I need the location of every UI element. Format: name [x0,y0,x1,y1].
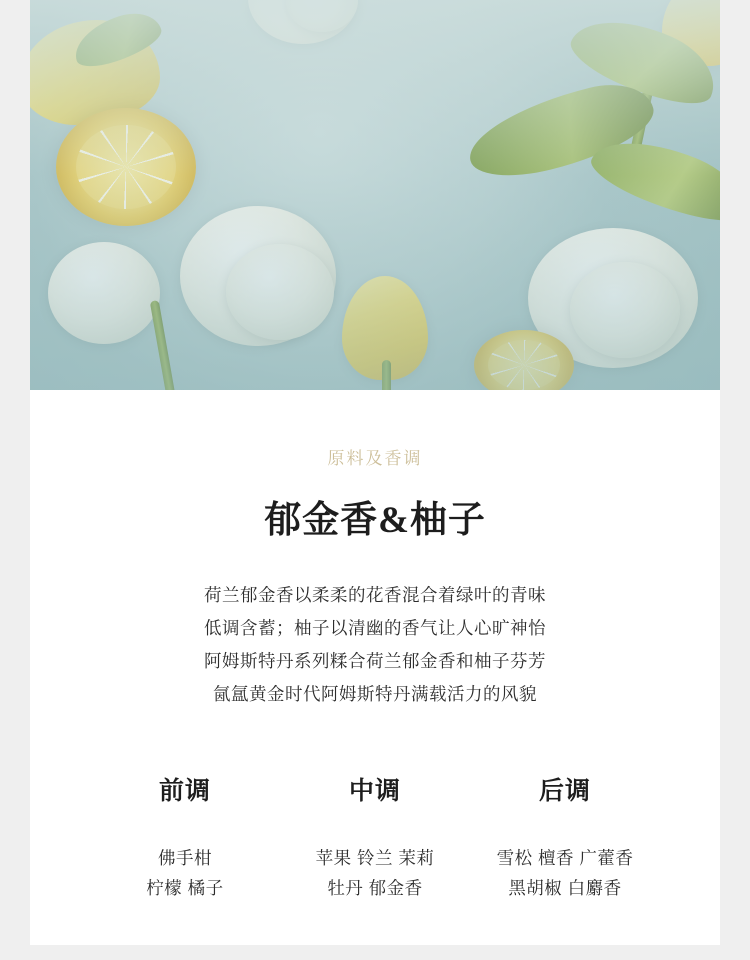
white-tulip-right-b [570,262,680,358]
description-line-4: 氤氲黄金时代阿姆斯特丹满载活力的风貌 [213,684,537,704]
lemon-slice-left [56,108,196,226]
description-line-3: 阿姆斯特丹系列糅合荷兰郁金香和柚子芬芳 [204,651,546,671]
description-line-2: 低调含蓄；柚子以清幽的香气让人心旷神怡 [204,618,546,638]
note-body-top [90,843,280,903]
page-title: 郁金香&柚子 [264,500,486,541]
note-base-line-2: 黑胡椒 白麝香 [508,878,622,898]
stem-center [150,300,176,390]
hero-image [30,0,720,390]
description [90,579,660,711]
note-column-top [90,771,280,903]
stem-center-yellow [382,360,391,390]
note-heading-top: 前调 [158,778,211,805]
note-top-line-1: 佛手柑 [158,848,212,868]
white-tulip-center-b [226,244,334,340]
note-body-middle [280,843,470,903]
note-body-base [470,843,660,903]
fragrance-notes [90,771,660,903]
note-column-middle [280,771,470,903]
note-heading-base: 后调 [538,778,591,805]
white-tulip-left [48,242,160,344]
note-middle-line-1: 苹果 铃兰 茉莉 [315,848,435,868]
note-base-line-1: 雪松 檀香 广藿香 [496,848,634,868]
note-column-base [470,771,660,903]
section-eyebrow: 原料及香调 [327,449,423,468]
description-line-1: 荷兰郁金香以柔柔的花香混合着绿叶的青味 [204,585,546,605]
product-card [30,0,720,945]
content-block [30,444,720,903]
note-top-line-2: 柠檬 橘子 [146,878,224,898]
note-heading-middle: 中调 [348,778,401,805]
note-middle-line-2: 牡丹 郁金香 [327,878,423,898]
